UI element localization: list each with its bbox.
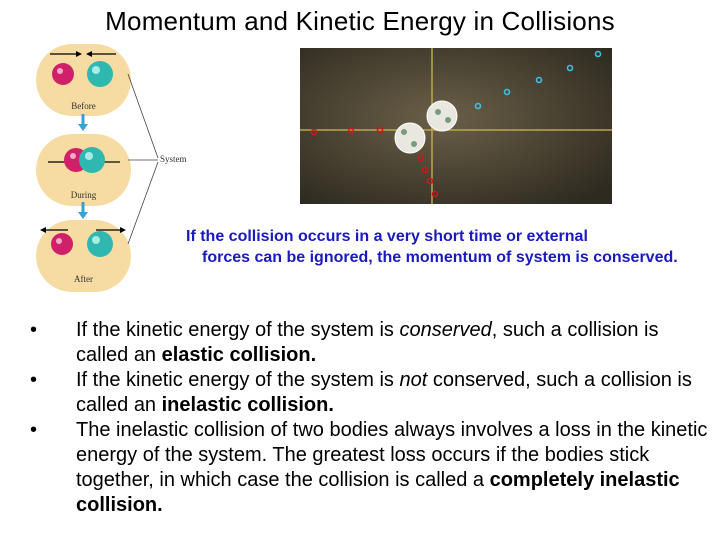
caption-line-2: forces can be ignored, the momentum of system is conserved. [202, 249, 678, 266]
bullet-elastic: • If the kinetic energy of the system is conserved, such a collision is called an elastic collision. [30, 318, 710, 368]
system-label: System [160, 154, 187, 164]
arrow-down-icon [77, 114, 89, 132]
before-label: Before [71, 101, 96, 111]
bullet-inelastic: • If the kinetic energy of the system is not conserved, such a collision is called an inelastic collision. [30, 368, 710, 418]
slide-title: Momentum and Kinetic Energy in Collisions [105, 6, 615, 36]
photo-caption [186, 226, 706, 268]
bullet-completely-inelastic: • The inelastic collision of two bodies always involves a loss in the kinetic energy of the system. The greatest loss occurs if the bodies stick together, in which case the collision is called a completely inelastic collision. [30, 418, 710, 518]
after-label: After [74, 274, 93, 284]
system-bracket [124, 44, 164, 294]
during-label: During [70, 190, 97, 200]
bullet-list [30, 318, 710, 518]
collision-diagram [36, 44, 196, 294]
caption-line-1: If the collision occurs in a very short time or external [186, 228, 588, 245]
arrow-down-icon [77, 202, 89, 220]
collision-photo [300, 48, 612, 204]
